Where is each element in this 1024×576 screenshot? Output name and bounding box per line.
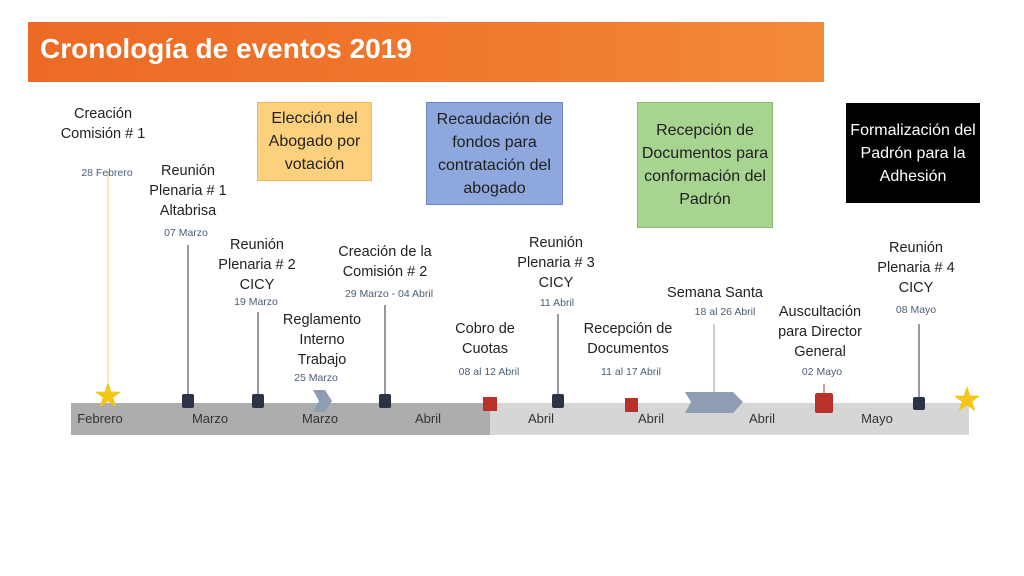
month-label: Abril <box>637 411 664 426</box>
box-recepcion-text: Recepción de Documentos para conformación del Padrón <box>641 122 769 208</box>
month-label: Febrero <box>77 411 123 426</box>
page-title: Cronología de eventos 2019 <box>40 33 412 64</box>
marker-recepcion-docs <box>625 398 638 412</box>
event-date-reglamento: 25 Marzo <box>294 372 338 384</box>
event-label-reunion-2: Reunión Plenaria # 2 CICY <box>218 237 296 293</box>
event-label-reglamento: Reglamento Interno Trabajo <box>282 312 362 368</box>
month-label: Marzo <box>191 411 229 426</box>
month-label: Mayo <box>861 411 893 426</box>
marker-creacion-2 <box>379 394 391 408</box>
month-label: Abril <box>414 411 441 426</box>
month-label: Abril <box>748 411 775 426</box>
marker-auscultacion <box>815 393 833 413</box>
event-date-auscultacion: 02 Mayo <box>801 366 843 378</box>
box-formalizacion-text: Formalización del Padrón para la Adhesión <box>850 121 976 185</box>
event-date-reunion-4: 08 Mayo <box>895 304 937 316</box>
event-label-cobro-cuotas: Cobro de Cuotas <box>455 321 515 357</box>
event-date-reunion-3: 11 Abril <box>539 297 575 309</box>
event-date-recepcion-docs: 11 al 17 Abril <box>601 366 661 378</box>
event-date-creacion-2: 29 Marzo - 04 Abril <box>344 288 434 300</box>
box-recaudacion-text: Recaudación de fondos para contratación del abogado <box>436 110 553 197</box>
month-label: Abril <box>527 411 554 426</box>
marker-reunion-1 <box>182 394 194 408</box>
event-label-reunion-3: Reunión Plenaria # 3 CICY <box>517 235 595 291</box>
marker-reunion-4 <box>913 397 925 410</box>
marker-reunion-2 <box>252 394 264 408</box>
marker-reunion-3 <box>552 394 564 408</box>
event-label-auscultacion: Auscultación para Director General <box>778 304 862 360</box>
event-label-semana-santa: Semana Santa <box>667 285 763 301</box>
event-date-semana-santa: 18 al 26 Abril <box>694 306 756 318</box>
box-eleccion-text: Elección del Abogado por votación <box>268 110 361 173</box>
event-label-reunion-4: Reunión Plenaria # 4 CICY <box>877 240 955 296</box>
event-label-creacion-1: Creación Comisión # 1 <box>60 106 146 142</box>
event-date-cobro-cuotas: 08 al 12 Abril <box>458 366 520 378</box>
event-label-recepcion-docs: Recepción de Documentos <box>583 321 673 357</box>
event-label-creacion-2: Creación de la Comisión # 2 <box>338 244 432 280</box>
month-label: Marzo <box>301 411 339 426</box>
event-date-reunion-2: 19 Marzo <box>234 296 278 308</box>
marker-cobro-cuotas <box>483 397 497 411</box>
chevron-semana-santa-icon <box>685 392 743 413</box>
event-date-reunion-1: 07 Marzo <box>164 227 208 239</box>
event-date-creacion-1: 28 Febrero <box>81 167 133 179</box>
event-label-reunion-1: Reunión Plenaria # 1 Altabrisa <box>149 163 227 219</box>
